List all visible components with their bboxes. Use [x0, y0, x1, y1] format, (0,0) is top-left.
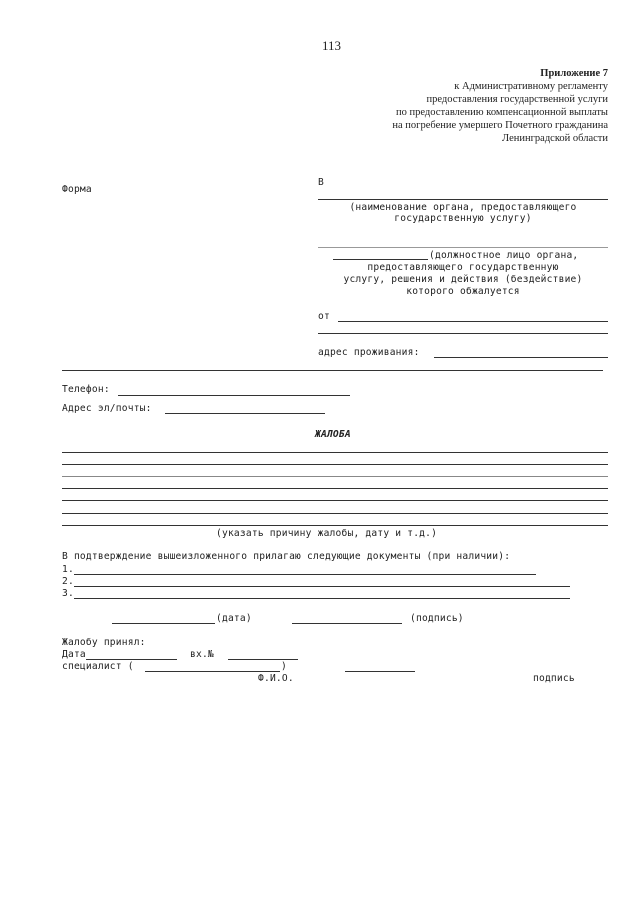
page-number: 113 [322, 38, 342, 53]
complaint-line-3[interactable] [62, 476, 608, 477]
date-line[interactable] [112, 623, 215, 624]
complaint-line-5[interactable] [62, 500, 608, 501]
complaint-line-6[interactable] [62, 513, 608, 514]
confirm-text: В подтверждение вышеизложенного прилагаю следующие документы (при наличии): [62, 551, 511, 562]
specialist-close-paren: ) [281, 661, 287, 672]
specialist-sign-label: подпись [533, 673, 575, 684]
to-prefix: В [318, 177, 324, 188]
appendix-title: Приложение 7 [540, 68, 608, 79]
incoming-label: вх.№ [190, 649, 214, 660]
authority-hint-2: государственную услугу) [394, 213, 532, 224]
email-label: Адрес эл/почты: [62, 403, 152, 414]
accept-date-label: Дата [62, 649, 86, 660]
appendix-line-3: по предоставлению компенсационной выплаты [396, 107, 608, 118]
phone-line[interactable] [118, 395, 350, 396]
official-hint-2: предоставляющего государственную [367, 262, 559, 273]
doc-item-1-label: 1. [62, 564, 74, 575]
authority-line[interactable] [318, 199, 608, 200]
from-line[interactable] [338, 321, 608, 322]
reason-hint: (указать причину жалобы, дату и т.д.) [216, 528, 438, 539]
doc-item-2-label: 2. [62, 576, 74, 587]
sign-label: (подпись) [410, 613, 464, 624]
sign-line[interactable] [292, 623, 402, 624]
doc-item-1-line[interactable] [74, 574, 536, 575]
doc-item-3-line[interactable] [74, 598, 570, 599]
official-line-short[interactable] [333, 259, 428, 260]
address-line[interactable] [434, 357, 608, 358]
fio-label: Ф.И.О. [258, 673, 294, 684]
authority-hint-1: (наименование органа, предоставляющего [349, 202, 577, 213]
appendix-line-4: на погребение умершего Почетного гражданина [392, 120, 608, 131]
complaint-line-7[interactable] [62, 525, 608, 526]
specialist-sign-line[interactable] [345, 671, 415, 672]
from-line-2[interactable] [318, 333, 608, 334]
from-prefix: от [318, 311, 330, 322]
doc-item-3-label: 3. [62, 588, 74, 599]
official-hint-3: услугу, решения и действия (бездействие) [343, 274, 583, 285]
official-hint-4: которого обжалуется [406, 286, 520, 297]
appendix-line-1: к Административному регламенту [454, 81, 608, 92]
incoming-line[interactable] [228, 659, 298, 660]
appendix-line-2: предоставления государственной услуги [426, 94, 608, 105]
email-line[interactable] [165, 413, 325, 414]
specialist-label: специалист ( [62, 661, 134, 672]
specialist-line[interactable] [145, 671, 280, 672]
official-hint-1: (должностное лицо органа, [429, 250, 579, 261]
complaint-title: ЖАЛОБА [315, 429, 351, 440]
accepted-label: Жалобу принял: [62, 637, 146, 648]
official-line-top[interactable] [318, 247, 608, 248]
form-label: Форма [62, 184, 92, 195]
accept-date-line[interactable] [86, 659, 177, 660]
complaint-line-2[interactable] [62, 464, 608, 465]
address-line-full[interactable] [62, 370, 603, 371]
complaint-line-1[interactable] [62, 452, 608, 453]
address-label: адрес проживания: [318, 347, 420, 358]
complaint-line-4[interactable] [62, 488, 608, 489]
phone-label: Телефон: [62, 384, 110, 395]
doc-item-2-line[interactable] [74, 586, 570, 587]
date-label: (дата) [216, 613, 252, 624]
appendix-line-5: Ленинградской области [502, 133, 608, 144]
